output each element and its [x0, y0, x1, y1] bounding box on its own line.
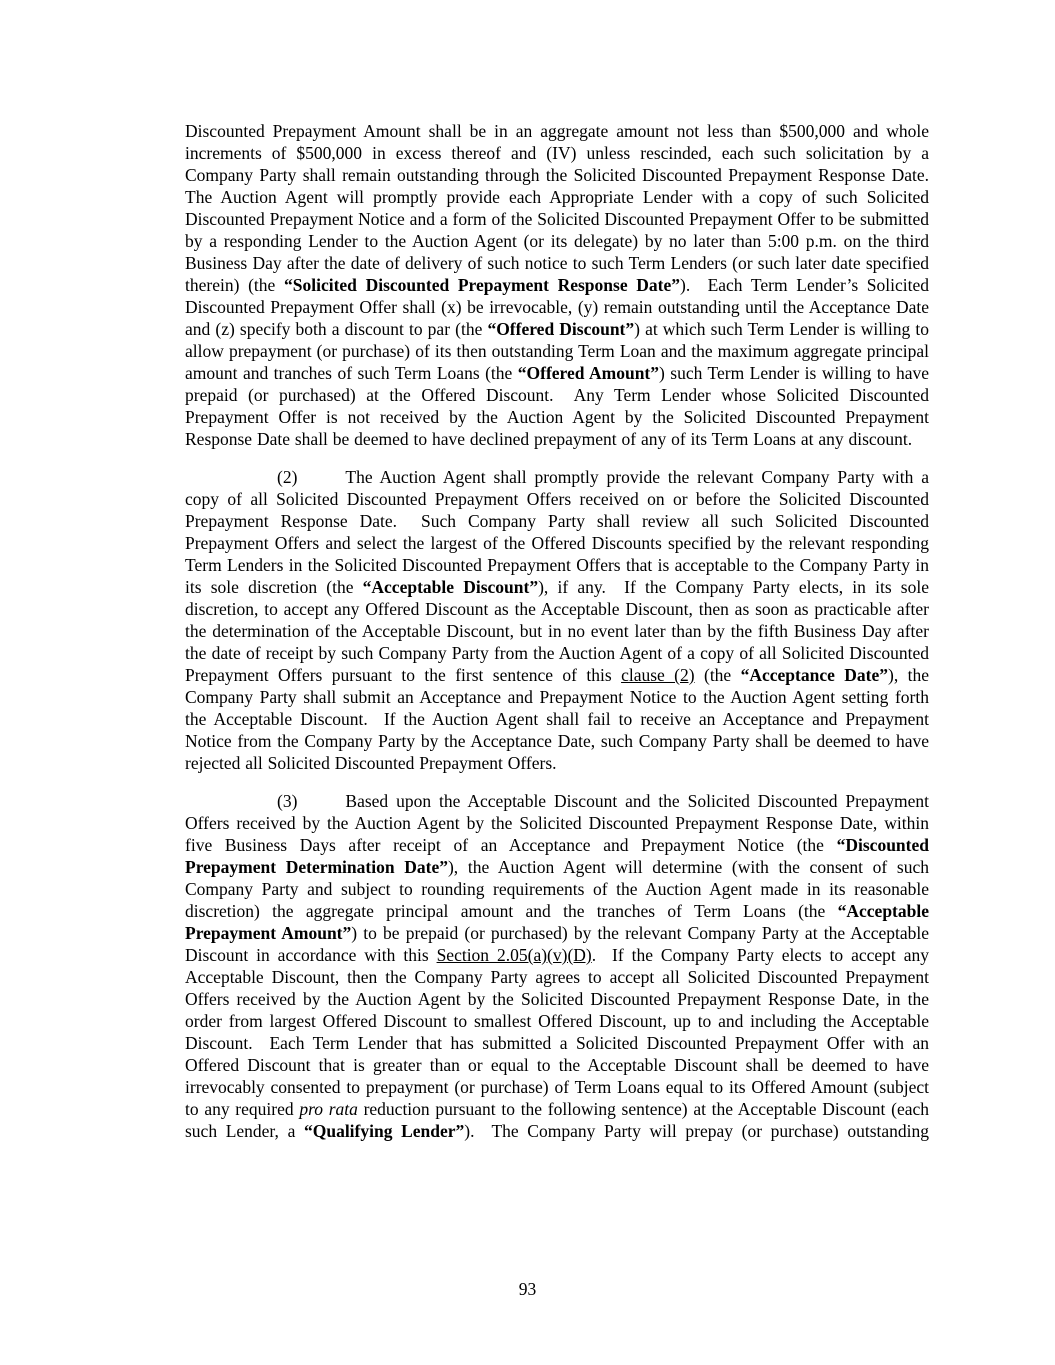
text-run: ) at which such Term Lender is willing to allow prepayment (or purchase) of its then outstanding Term Loan and the maximum aggregate principal amount and tranches of such Term Loans (the	[185, 319, 934, 383]
text-run-bold: “Acceptable Prepayment Amount”	[185, 901, 934, 943]
text-run-bold: “Acceptable Discount”	[362, 577, 539, 597]
text-run: ) to be prepaid (or purchased) by the relevant Company Party at the Acceptable Discount in accordance with this	[185, 923, 934, 965]
paragraph-continuation	[185, 120, 939, 450]
text-run-bold: “Offered Amount”	[517, 363, 660, 383]
body-text	[185, 120, 939, 1142]
text-run: Discounted Prepayment Amount shall be in an aggregate amount not less than $500,000 and whole increments of $500,000 in excess thereof and (IV) unless rescinded, each such solicitation by a Company Party shall remain outstanding through the Solicited Discounted Prepayment Response Date. The Auction Agent will promptly provide each Appropriate Lender with a copy of such Solicited Discounted Prepayment Notice and a form of the Solicited Discounted Prepayment Offer to be submitted by a responding Lender to the Auction Agent (or its delegate) by no later than 5:00 p.m. on the third Business Day after the date of delivery of such notice to such Term Lenders (or such later date specified therein) (the	[185, 121, 939, 295]
text-run-bold: “Qualifying Lender”	[303, 1121, 465, 1141]
text-run-bold: “Offered Discount”	[487, 319, 635, 339]
text-run: The Auction Agent shall promptly provide the relevant Company Party with a copy of all Solicited Discounted Prepayment Offers received on or before the Solicited Discounted Prepayment Response Date. Such Company Party shall review all such Solicited Discounted Prepayment Offers and select the largest of the Offered Discounts specified by the relevant responding Term Lenders in the Solicited Discounted Prepayment Offers that is acceptable to the Company Party in its sole discretion (the	[185, 467, 934, 597]
text-run-underline: Section 2.05(a)(v)(D)	[436, 945, 592, 965]
text-run: ), the Company Party shall submit an Acceptance and Prepayment Notice to the Auction Agent setting forth the Acceptable Discount. If the Auction Agent shall fail to receive an Acceptance and Prepayment Notice from the Company Party by the Acceptance Date, such Company Party shall be deemed to have rejected all Solicited Discounted Prepayment Offers.	[185, 665, 934, 773]
text-run-bold: “Discounted Prepayment Determination Date”	[185, 835, 934, 877]
text-run-italic: pro rata	[299, 1099, 358, 1119]
paragraph-clause-3	[185, 790, 934, 1142]
text-run-underline: clause (2)	[621, 665, 695, 685]
text-run: ). Each Term Lender’s Solicited Discounted Prepayment Offer shall (x) be irrevocable, (y) remain outstanding until the Acceptance Date and (z) specify both a discount to par (the	[185, 275, 934, 339]
text-run: . If the Company Party elects to accept any Acceptable Discount, then the Company Party agrees to accept all Solicited Discounted Prepayment Offers received by the Auction Agent by the Solicited Discounted Prepayment Response Date, in the order from largest Offered Discount to smallest Offered Discount, up to and including the Acceptable Discount. Each Term Lender that has submitted a Solicited Discounted Prepayment Offer with an Offered Discount that is greater than or equal to the Acceptable Discount shall be deemed to have irrevocably consented to prepayment (or purchase) of Term Loans equal to its Offered Amount (subject to any required	[185, 945, 934, 1119]
page-number: 93	[518, 1279, 537, 1299]
text-run: reduction pursuant to the following sentence) at the Acceptable Discount (each such Lender, a	[185, 1099, 934, 1141]
text-run: Based upon the Acceptable Discount and the Solicited Discounted Prepayment Offers received by the Auction Agent by the Solicited Discounted Prepayment Response Date, within five Business Days after receipt of an Acceptance and Prepayment Notice (the	[185, 791, 934, 855]
text-run-bold: “Solicited Discounted Prepayment Response Date”	[283, 275, 681, 295]
text-run: ), if any. If the Company Party elects, in its sole discretion, to accept any Offered Discount as the Acceptable Discount, then as soon as practicable after the determination of the Acceptable Discount, but in no event later than by the fifth Business Day after the date of receipt by such Company Party from the Auction Agent of a copy of all Solicited Discounted Prepayment Offers pursuant to the first sentence of this	[185, 577, 934, 685]
text-run: (the	[694, 665, 741, 685]
text-run-bold: “Acceptance Date”	[740, 665, 888, 685]
text-run: (3)	[277, 791, 298, 811]
text-run: ). The Company Party will prepay (or purchase) outstanding	[464, 1121, 929, 1141]
text-run: ), the Auction Agent will determine (with the consent of such Company Party and subject to rounding requirements of the Auction Agent made in its reasonable discretion) the aggregate principal amount and the tranches of Term Loans (the	[185, 857, 934, 921]
text-run: (2)	[277, 467, 298, 487]
text-run: ) such Term Lender is willing to have prepaid (or purchased) at the Offered Discount. Any Term Lender whose Solicited Discounted Prepayment Offer is not received by the Auction Agent by the Solicited Discounted Prepayment Response Date shall be deemed to have declined prepayment of any of its Term Loans at any discount.	[185, 363, 934, 449]
paragraph-clause-2	[185, 466, 934, 774]
